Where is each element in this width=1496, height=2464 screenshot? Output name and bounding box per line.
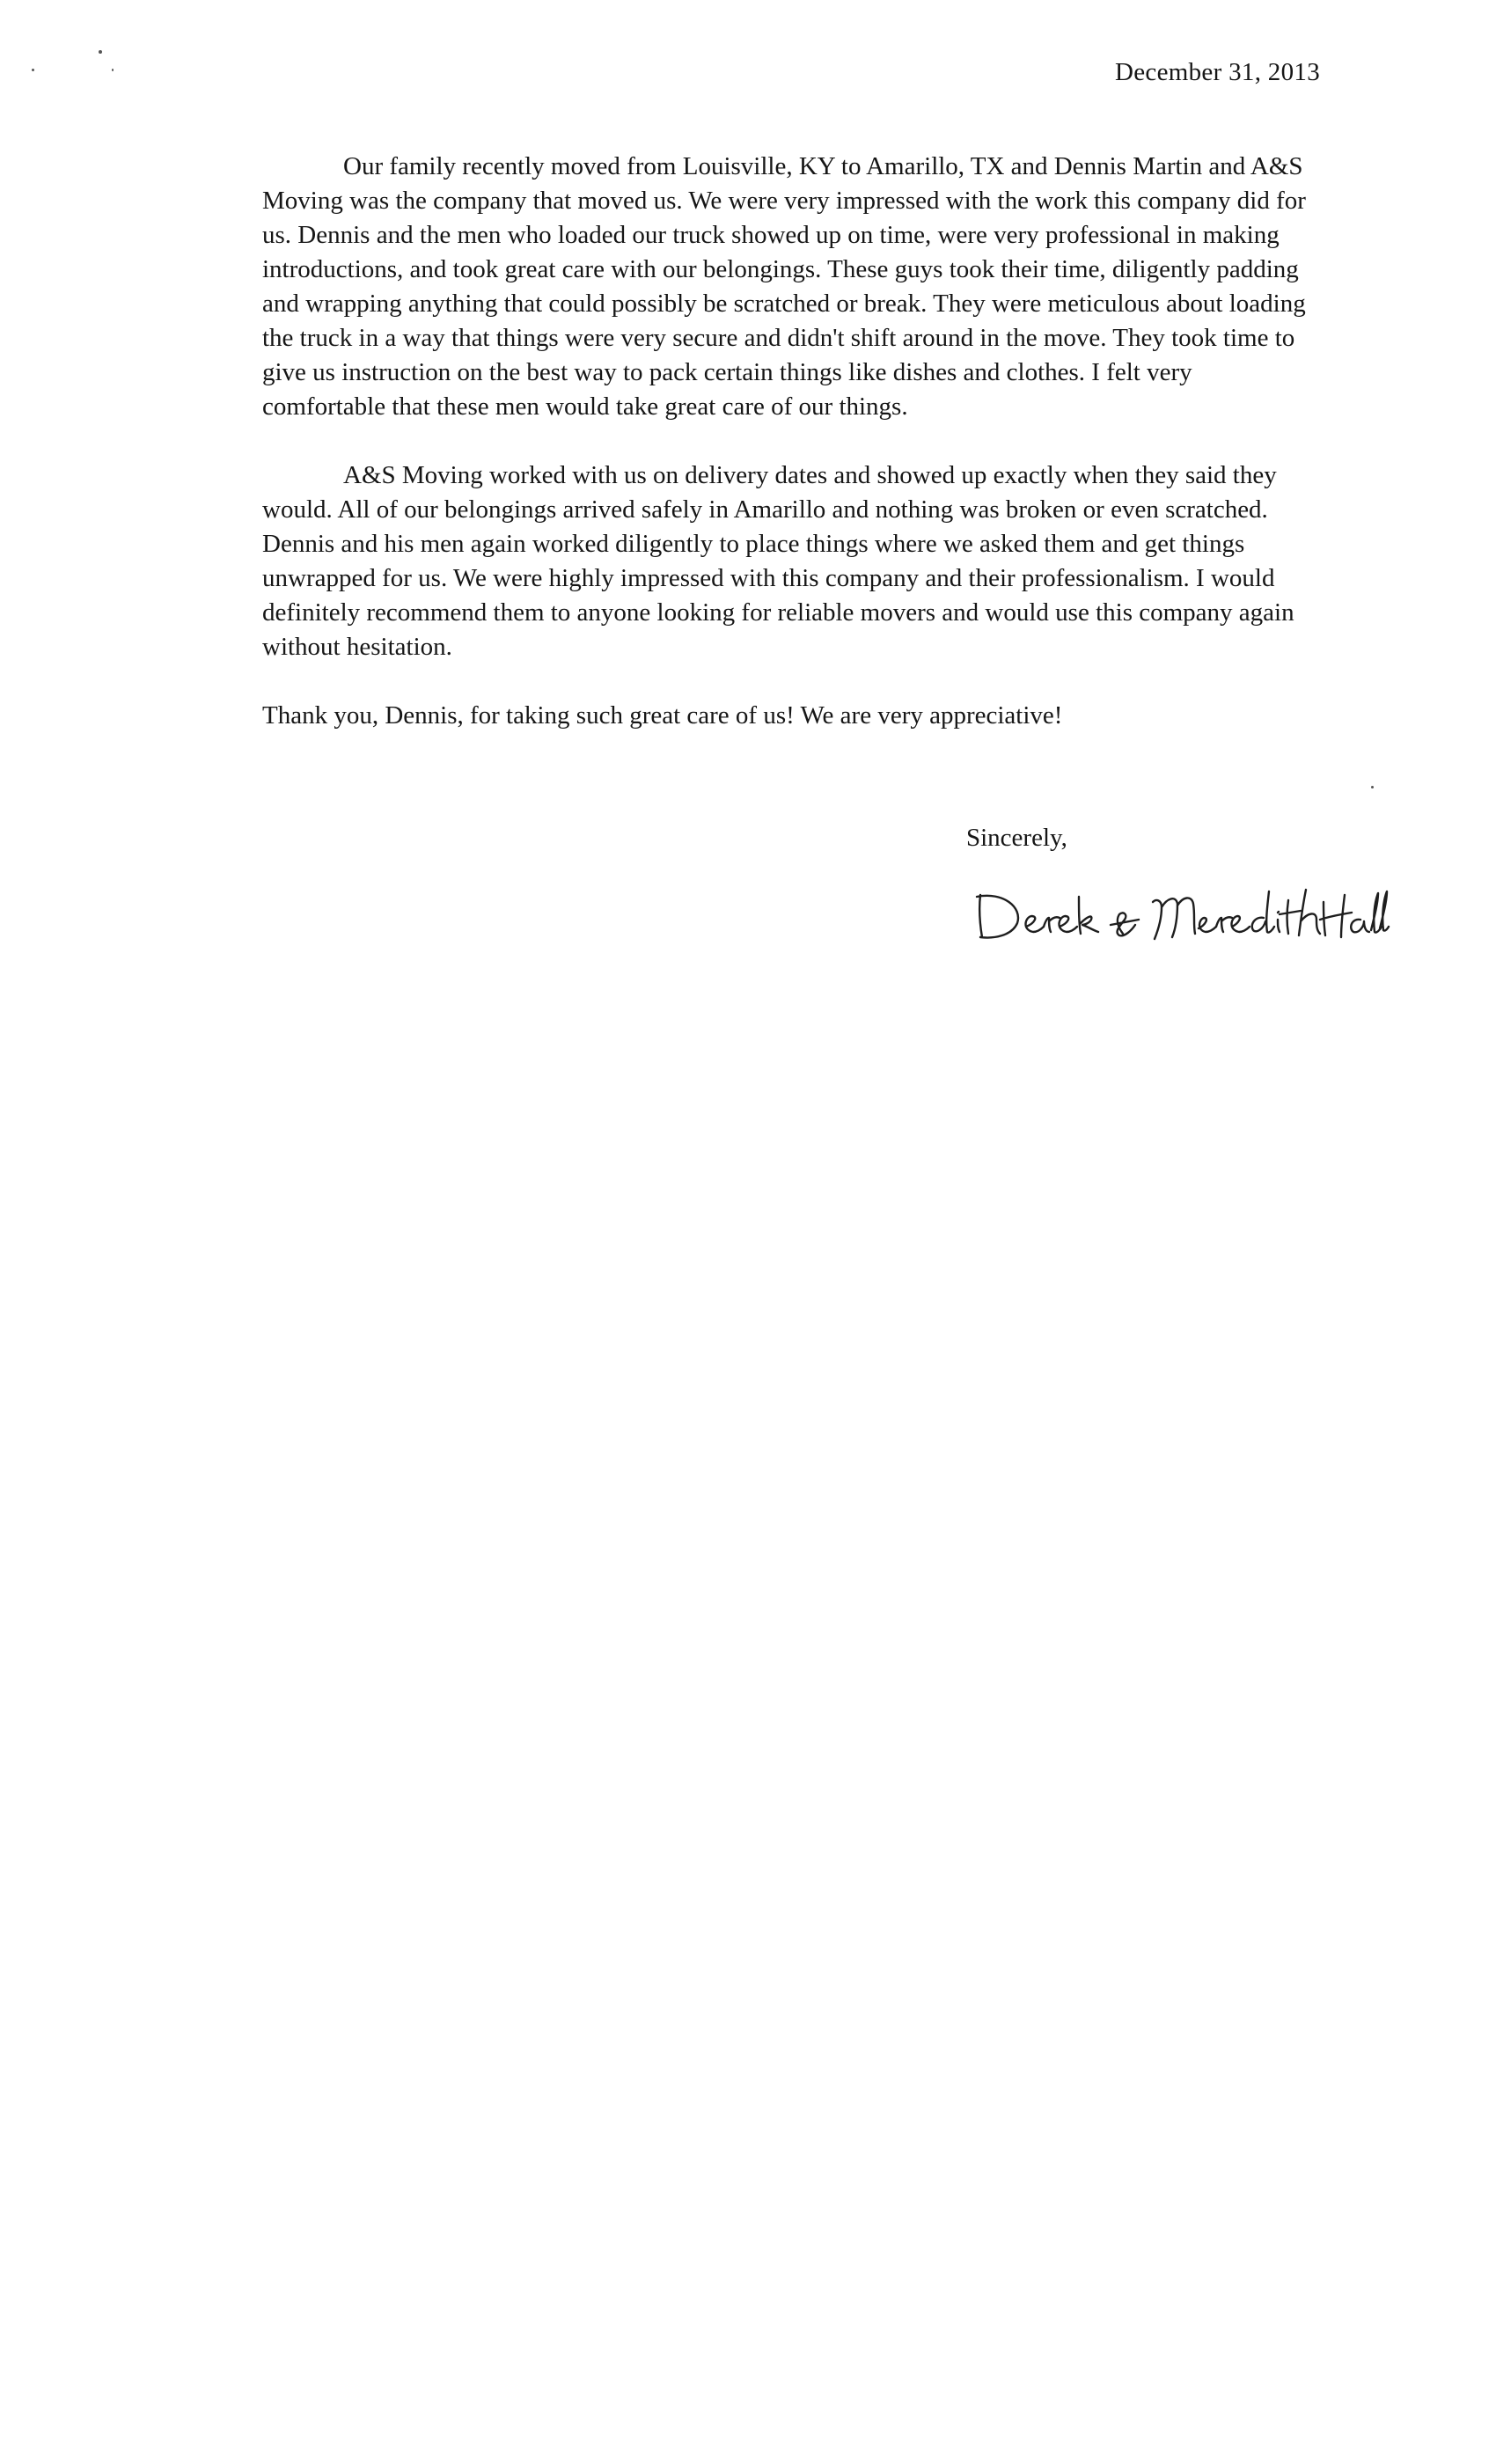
letter-closing: Sincerely, bbox=[966, 824, 1067, 852]
letter-date: December 31, 2013 bbox=[1115, 58, 1320, 86]
scan-speck bbox=[32, 69, 34, 71]
letter-body bbox=[262, 150, 1318, 767]
body-paragraph: A&S Moving worked with us on delivery dates and showed up exactly when they said they would. All of our belongings arrived safely in Amarillo and nothing was broken or even scratched. Dennis and his men again worked diligently to place things where we asked them and get things unwrapped for us. We were highly impressed with this company and their professionalism. I would definitely recommend them to anyone looking for reliable movers and would use this company again without hesitation. bbox=[262, 461, 1294, 661]
scan-speck bbox=[1371, 786, 1374, 788]
thank-you-paragraph: Thank you, Dennis, for taking such great care of us! We are very appreciative! bbox=[262, 701, 1063, 730]
scan-speck bbox=[112, 69, 114, 71]
scan-speck bbox=[99, 50, 102, 54]
handwritten-signature bbox=[968, 876, 1390, 955]
body-paragraph: Our family recently moved from Louisville, KY to Amarillo, TX and Dennis Martin and A&S Moving was the company that moved us. We were very impressed with the work this company did for us. Dennis and the men who loaded our truck showed up on time, were very professional in making introductions, and took great care with our belongings. These guys took their time, diligently padding and wrapping anything that could possibly be scratched or break. They were meticulous about loading the truck in a way that things were very secure and didn't shift around in the move. They took time to give us instruction on the best way to pack certain things like dishes and clothes. I felt very comfortable that these men would take great care of our things. bbox=[262, 152, 1306, 421]
